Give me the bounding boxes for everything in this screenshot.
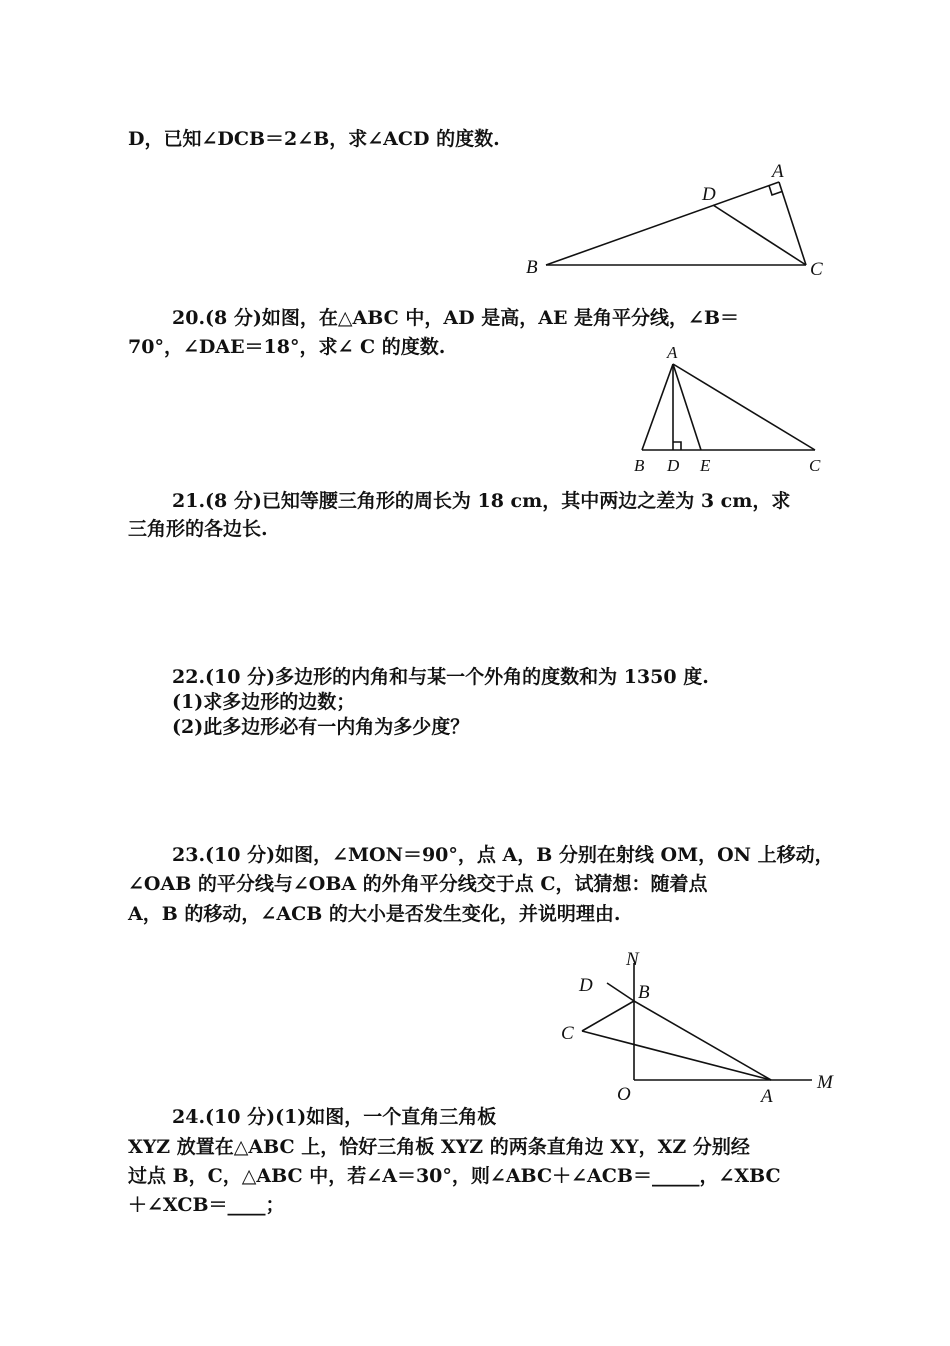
q19-text: D，已知∠DCB＝2∠B，求∠ACD 的度数.: [128, 128, 500, 150]
label-C: C: [810, 259, 823, 280]
label-M: M: [817, 1072, 833, 1093]
q22-line1: 22.(10 分)多边形的内角和与某一个外角的度数和为 1350 度.: [172, 666, 709, 688]
label-A: A: [772, 161, 784, 182]
label-A: A: [761, 1086, 773, 1105]
q21-line1: 21.(8 分)已知等腰三角形的周长为 18 cm，其中两边之差为 3 cm，求: [172, 490, 791, 512]
q24-line1: 24.(10 分)(1)如图，一个直角三角板: [172, 1106, 497, 1128]
figure-20-triangle: [625, 340, 835, 480]
q20-line2: 70°，∠DAE＝18°，求∠ C 的度数.: [128, 336, 446, 358]
label-D: D: [579, 975, 593, 996]
q24-line2: XYZ 放置在△ABC 上，恰好三角板 XYZ 的两条直角边 XY，XZ 分别经: [128, 1136, 750, 1158]
label-B: B: [634, 456, 645, 475]
q22-line3: (2)此多边形必有一内角为多少度？: [172, 716, 470, 738]
label-C: C: [809, 456, 821, 475]
figure-23-angle: [555, 945, 845, 1105]
q22-line2: (1)求多边形的边数；: [172, 691, 356, 713]
q24-line3: 过点 B，C，△ABC 中，若∠A＝30°，则∠ABC＋∠ACB＝_____，∠XBC: [128, 1165, 781, 1187]
q23-line2: ∠OAB 的平分线与∠OBA 的外角平分线交于点 C，试猜想：随着点: [128, 873, 708, 895]
label-E: E: [700, 456, 711, 475]
q23-line3: A，B 的移动，∠ACB 的大小是否发生变化，并说明理由.: [128, 903, 621, 925]
label-D: D: [702, 184, 716, 205]
q20-line1: 20.(8 分)如图，在△ABC 中，AD 是高，AE 是角平分线，∠B＝: [172, 307, 740, 329]
figure-19-triangle: [520, 158, 840, 283]
q21-line2: 三角形的各边长.: [128, 518, 268, 540]
label-C: C: [561, 1023, 574, 1044]
label-D: D: [667, 456, 680, 475]
label-N: N: [626, 949, 639, 970]
q23-line1: 23.(10 分)如图，∠MON＝90°，点 A，B 分别在射线 OM，ON 上移动，: [172, 844, 834, 866]
label-B: B: [638, 982, 650, 1003]
q24-line4: ＋∠XCB＝____；: [128, 1194, 285, 1216]
label-B: B: [526, 257, 538, 278]
label-O: O: [617, 1084, 631, 1105]
label-A: A: [667, 343, 678, 362]
